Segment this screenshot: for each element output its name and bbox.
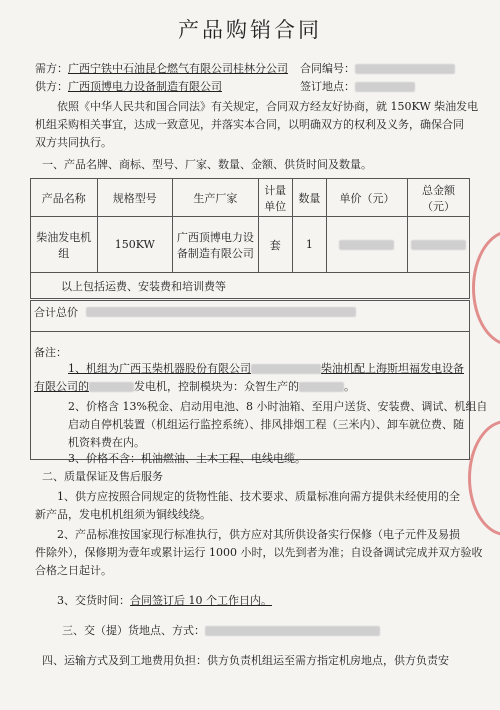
seller-label: 供方： xyxy=(35,80,68,93)
cell-model: 150KW xyxy=(97,217,173,273)
delivery-time-line xyxy=(57,594,272,608)
section-2-heading: 二、质量保证及售后服务 xyxy=(42,470,163,483)
buyer-value: 广西宁铁中石油昆仑燃气有限公司桂林分公司 xyxy=(68,62,288,75)
remark-1b-text: 有限公司的 xyxy=(34,380,89,393)
redacted xyxy=(205,626,380,636)
section-1-heading: 一、产品名牌、商标、型号、厂家、数量、金额、供货时间及数量。 xyxy=(42,158,372,171)
sign-place-label: 签订地点： xyxy=(300,80,355,93)
remark-1a-tail: 柴油机配上海斯坦福发电设备 xyxy=(321,362,464,375)
col-header: 单价（元） xyxy=(326,179,407,217)
cell-unit: 套 xyxy=(258,217,292,273)
quality-2c: 合格之日起计。 xyxy=(35,564,112,577)
col-header: 总金额（元） xyxy=(408,179,470,217)
remark-2b: 启动自停机装置（机组运行监控系统）、排风排烟工程（三米内）、卸车就位费、随 xyxy=(68,418,464,431)
remark-2a: 2、价格含 13%税金、启动用电池、8 小时油箱、至用户送货、安装费、调试、机组自 xyxy=(68,400,488,413)
delivery-time-label: 3、交货时间： xyxy=(57,594,130,607)
red-seal-stamp xyxy=(468,420,500,536)
redacted xyxy=(339,240,394,250)
delivery-place-label: 三、交（提）货地点、方式： xyxy=(62,624,205,637)
table-row xyxy=(31,217,470,273)
col-header: 计量单位 xyxy=(258,179,292,217)
remark-1b-mid: 发电机，控制模块为：众智生产的 xyxy=(134,380,299,393)
total-label: 合计总价 xyxy=(34,306,78,319)
quality-2a: 2、产品标准按国家现行标准执行，供方应对其所供设备实行保修（电子元件及易损 xyxy=(57,528,460,541)
total-redacted xyxy=(86,307,356,317)
contract-no-redacted xyxy=(355,64,455,74)
remark-2c: 机资料费在内。 xyxy=(68,436,145,449)
col-header: 数量 xyxy=(292,179,326,217)
cell-total-redacted xyxy=(408,217,470,273)
col-header: 生产厂家 xyxy=(173,179,259,217)
remarks-label: 备注： xyxy=(34,346,67,359)
product-table xyxy=(30,178,470,299)
buyer-label: 需方： xyxy=(35,62,68,75)
intro-line-2: 机组采购相关事宜，达成一致意见，并落实本合同，以明确双方的权利及义务，确保合同 xyxy=(35,118,464,131)
quality-1a: 1、供方应按照合同规定的货物性能、技术要求、质量标准向需方提供未经使用的全 xyxy=(57,490,460,503)
table-note: 以上包括运费、安装费和培训费等 xyxy=(31,273,470,299)
redacted xyxy=(411,240,466,250)
col-header: 产品名称 xyxy=(31,179,98,217)
cell-qty: 1 xyxy=(292,217,326,273)
cell-name: 柴油发电机组 xyxy=(31,217,98,273)
seller-line xyxy=(35,80,222,94)
remarks-box xyxy=(30,332,488,465)
sign-place-line xyxy=(300,80,415,94)
col-header: 规格型号 xyxy=(97,179,173,217)
intro-line-3: 双方共同执行。 xyxy=(35,136,112,149)
table-header-row xyxy=(31,179,470,217)
intro-line-1: 依照《中华人民共和国合同法》有关规定，合同双方经友好协商，就 150KW 柴油发电 xyxy=(57,100,479,113)
remark-1a-text: 1、机组为广西玉柴机器股份有限公司 xyxy=(68,362,251,375)
page-title: 产品购销合同 xyxy=(178,18,322,42)
cell-price-redacted xyxy=(326,217,407,273)
quality-1b: 新产品，发电机机组须为铜线线绕。 xyxy=(35,508,211,521)
section-4-line: 四、运输方式及到工地费用负担：供方负责机组运至需方指定机房地点，供方负责安 xyxy=(42,654,449,667)
contract-no-label: 合同编号： xyxy=(300,62,355,75)
redacted xyxy=(89,382,134,392)
red-seal-stamp xyxy=(472,230,500,346)
redacted xyxy=(251,364,321,374)
remark-1a xyxy=(68,362,464,376)
table-note-row xyxy=(31,273,470,299)
redacted xyxy=(299,382,344,392)
buyer-line xyxy=(35,62,288,76)
remark-1b xyxy=(34,380,355,394)
sign-place-redacted xyxy=(355,82,415,92)
total-box xyxy=(30,300,470,332)
quality-2b: 件除外），保修期为壹年或累计运行 1000 小时，以先到者为准；自设备调试完成并双方验收 xyxy=(35,546,483,559)
remark-3: 3、价格不含：机油燃油、土木工程、电线电缆。 xyxy=(68,452,306,465)
cell-maker: 广西顶博电力设备制造有限公司 xyxy=(173,217,259,273)
remark-1b-end: 。 xyxy=(344,380,355,393)
contract-no-line xyxy=(300,62,455,76)
seller-value: 广西顶博电力设备制造有限公司 xyxy=(68,80,222,93)
delivery-time-value: 合同签订后 10 个工作日内。 xyxy=(130,594,272,607)
delivery-place-line xyxy=(62,624,380,638)
